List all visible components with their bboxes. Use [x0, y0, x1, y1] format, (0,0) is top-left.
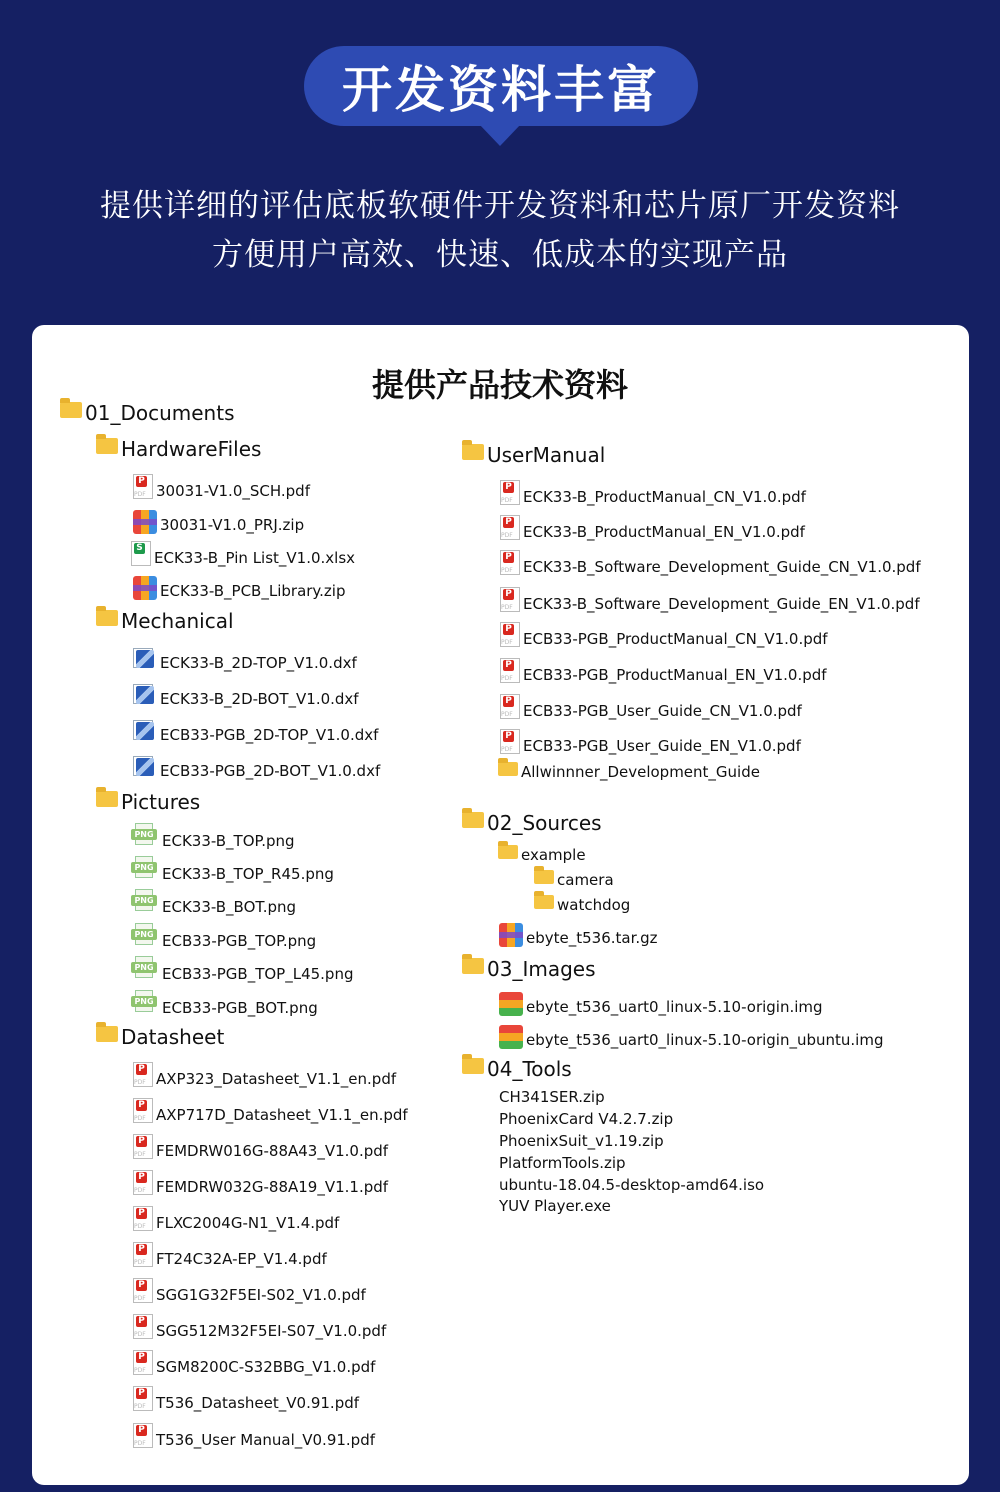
file-label: YUV Player.exe [499, 1197, 611, 1215]
folder-label: 03_Images [487, 957, 596, 981]
pdf-icon [500, 694, 520, 719]
file-label: AXP717D_Datasheet_V1.1_en.pdf [156, 1106, 408, 1124]
folder-icon [498, 762, 518, 776]
folder-example[interactable] [498, 842, 586, 868]
folder-label: HardwareFiles [121, 437, 262, 461]
cad-drawing-icon [131, 682, 157, 708]
folder-label: Datasheet [121, 1025, 225, 1049]
png-image-icon [131, 889, 159, 915]
file-item[interactable] [131, 894, 296, 920]
file-label: PhoenixSuit_v1.19.zip [499, 1132, 664, 1150]
file-label: ECK33-B_Pin List_V1.0.xlsx [154, 549, 356, 567]
file-label: ECB33-PGB_User_Guide_CN_V1.0.pdf [523, 702, 802, 720]
pdf-icon [133, 1098, 153, 1123]
file-item[interactable] [133, 1354, 375, 1380]
file-item[interactable] [131, 928, 316, 954]
file-item[interactable] [133, 1210, 339, 1236]
zip-icon [133, 510, 157, 534]
folder-icon [96, 610, 118, 626]
folder-hardwarefiles[interactable] [96, 436, 261, 462]
file-item[interactable] [133, 1174, 388, 1200]
folder-icon [534, 895, 554, 909]
file-label: SGG512M32F5EI-S07_V1.0.pdf [156, 1322, 387, 1340]
folder-sources[interactable] [462, 810, 602, 836]
png-image-icon [131, 990, 159, 1016]
pdf-icon [500, 587, 520, 612]
file-label: ECK33-B_Software_Development_Guide_CN_V1.0.pdf [523, 558, 921, 576]
pdf-icon [500, 550, 520, 575]
file-item[interactable] [500, 626, 828, 652]
pdf-icon [500, 480, 520, 505]
file-item[interactable] [500, 591, 920, 617]
folder-label: Mechanical [121, 609, 234, 633]
file-item[interactable] [500, 733, 801, 759]
file-label: ECK33-B_TOP_R45.png [162, 865, 334, 883]
spreadsheet-icon [131, 541, 151, 566]
file-label: 30031-V1.0_PRJ.zip [160, 516, 305, 534]
folder-icon [462, 812, 484, 828]
folder-icon [462, 444, 484, 460]
png-image-icon [131, 823, 159, 849]
zip-icon [133, 576, 157, 600]
file-item[interactable] [133, 478, 310, 504]
folder-icon [534, 870, 554, 884]
file-label: ECB33-PGB_TOP_L45.png [162, 965, 354, 983]
file-item[interactable] [131, 545, 355, 571]
file-item[interactable] [133, 578, 346, 604]
folder-icon [60, 402, 82, 418]
file-item[interactable] [133, 512, 304, 538]
file-label: ECK33-B_2D-TOP_V1.0.dxf [160, 654, 357, 672]
file-item[interactable] [131, 961, 353, 987]
file-label: FT24C32A-EP_V1.4.pdf [156, 1250, 327, 1268]
folder-label: example [521, 846, 586, 864]
folder-label: camera [557, 871, 614, 889]
cad-drawing-icon [131, 718, 157, 744]
file-item[interactable] [133, 1318, 386, 1344]
file-label: ECK33-B_2D-BOT_V1.0.dxf [160, 690, 359, 708]
file-item[interactable] [500, 519, 805, 545]
folder-documents[interactable] [60, 400, 234, 426]
tool-item[interactable] [499, 1193, 611, 1219]
folder-watchdog[interactable] [534, 892, 630, 918]
file-label: ECK33-B_ProductManual_EN_V1.0.pdf [523, 523, 805, 541]
file-label: FEMDRW016G-88A43_V1.0.pdf [156, 1142, 389, 1160]
pdf-icon [133, 1242, 153, 1267]
pdf-icon [133, 1314, 153, 1339]
file-item[interactable] [133, 1066, 396, 1092]
disk-image-icon [499, 992, 523, 1016]
png-image-icon [131, 856, 159, 882]
file-item[interactable] [499, 1027, 883, 1053]
folder-icon [96, 791, 118, 807]
file-item[interactable] [131, 828, 295, 854]
pdf-icon [133, 1062, 153, 1087]
pdf-icon [500, 658, 520, 683]
png-image-icon [131, 956, 159, 982]
file-label: ubuntu-18.04.5-desktop-amd64.iso [499, 1176, 765, 1194]
cad-drawing-icon [131, 754, 157, 780]
file-label: ECK33-B_TOP.png [162, 832, 295, 850]
file-label: T536_Datasheet_V0.91.pdf [156, 1394, 360, 1412]
subtitle-line-1: 提供详细的评估底板软硬件开发资料和芯片原厂开发资料 [100, 188, 900, 224]
file-label: ECK33-B_Software_Development_Guide_EN_V1.0.pdf [523, 595, 920, 613]
cad-drawing-icon [131, 646, 157, 672]
pdf-icon [133, 1386, 153, 1411]
title-pill [304, 46, 698, 126]
file-item[interactable] [133, 1246, 327, 1272]
folder-images[interactable] [462, 956, 596, 982]
file-label: ECB33-PGB_TOP.png [162, 932, 317, 950]
folder-label: 01_Documents [85, 401, 235, 425]
file-item[interactable] [133, 1282, 366, 1308]
file-item[interactable] [500, 662, 827, 688]
folder-allwinner-guide[interactable] [498, 759, 760, 785]
pdf-icon [133, 1350, 153, 1375]
pdf-icon [500, 515, 520, 540]
file-item[interactable] [131, 995, 318, 1021]
file-item[interactable] [499, 925, 658, 951]
file-label: ebyte_t536_uart0_linux-5.10-origin_ubuntu.img [526, 1031, 884, 1049]
file-label: FLXC2004G-N1_V1.4.pdf [156, 1214, 340, 1232]
pdf-icon [133, 1206, 153, 1231]
pdf-icon [133, 1170, 153, 1195]
file-label: FEMDRW032G-88A19_V1.1.pdf [156, 1178, 389, 1196]
file-label: ECB33-PGB_2D-TOP_V1.0.dxf [160, 726, 379, 744]
folder-label: 02_Sources [487, 811, 602, 835]
pdf-icon [133, 1278, 153, 1303]
subtitle-line-2: 方便用户高效、快速、低成本的实现产品 [212, 237, 788, 273]
pdf-icon [133, 1423, 153, 1448]
file-label: ECK33-B_PCB_Library.zip [160, 582, 346, 600]
folder-tools[interactable] [462, 1056, 572, 1082]
file-item[interactable] [133, 1427, 375, 1453]
folder-label: Pictures [121, 790, 201, 814]
pdf-icon [133, 1134, 153, 1159]
pdf-icon [133, 474, 153, 499]
file-label: PhoenixCard V4.2.7.zip [499, 1110, 674, 1128]
folder-label: Allwinnner_Development_Guide [521, 763, 760, 781]
folder-usermanual[interactable] [462, 442, 605, 468]
file-label: ebyte_t536_uart0_linux-5.10-origin.img [526, 998, 823, 1016]
file-item[interactable] [500, 698, 802, 724]
file-label: T536_User Manual_V0.91.pdf [156, 1431, 376, 1449]
folder-icon [462, 958, 484, 974]
file-label: ECB33-PGB_ProductManual_EN_V1.0.pdf [523, 666, 827, 684]
png-image-icon [131, 923, 159, 949]
file-item[interactable] [499, 994, 823, 1020]
folder-label: 04_Tools [487, 1057, 572, 1081]
file-label: ECB33-PGB_2D-BOT_V1.0.dxf [160, 762, 381, 780]
file-label: SGM8200C-S32BBG_V1.0.pdf [156, 1358, 376, 1376]
folder-datasheet[interactable] [96, 1024, 224, 1050]
folder-camera[interactable] [534, 867, 614, 893]
file-item[interactable] [133, 1138, 388, 1164]
file-label: SGG1G32F5EI-S02_V1.0.pdf [156, 1286, 366, 1304]
file-label: ECK33-B_ProductManual_CN_V1.0.pdf [523, 488, 806, 506]
file-item[interactable] [133, 1390, 359, 1416]
file-label: ECK33-B_BOT.png [162, 898, 297, 916]
file-label: AXP323_Datasheet_V1.1_en.pdf [156, 1070, 397, 1088]
page-title: 开发资料丰富 [342, 61, 660, 119]
file-label: 30031-V1.0_SCH.pdf [156, 482, 310, 500]
file-label: ebyte_t536.tar.gz [526, 929, 658, 947]
file-label: PlatformTools.zip [499, 1154, 626, 1172]
disk-image-icon [499, 1025, 523, 1049]
folder-icon [498, 845, 518, 859]
file-item[interactable] [131, 758, 380, 784]
file-item[interactable] [131, 861, 334, 887]
file-item[interactable] [133, 1102, 408, 1128]
folder-mechanical[interactable] [96, 608, 234, 634]
file-label: ECB33-PGB_User_Guide_EN_V1.0.pdf [523, 737, 801, 755]
folder-pictures[interactable] [96, 789, 200, 815]
card-title: 提供产品技术资料 [371, 366, 628, 404]
file-item[interactable] [500, 484, 806, 510]
file-label: CH341SER.zip [499, 1088, 605, 1106]
folder-icon [462, 1058, 484, 1074]
pdf-icon [500, 622, 520, 647]
file-item[interactable] [131, 722, 378, 748]
folder-label: watchdog [557, 896, 631, 914]
title-pill-pointer [479, 124, 521, 146]
folder-label: UserManual [487, 443, 606, 467]
folder-icon [96, 438, 118, 454]
archive-icon [499, 923, 523, 947]
file-label: ECB33-PGB_BOT.png [162, 999, 318, 1017]
file-label: ECB33-PGB_ProductManual_CN_V1.0.pdf [523, 630, 828, 648]
folder-icon [96, 1026, 118, 1042]
file-item[interactable] [131, 650, 357, 676]
file-item[interactable] [500, 554, 921, 580]
pdf-icon [500, 729, 520, 754]
file-item[interactable] [131, 686, 359, 712]
